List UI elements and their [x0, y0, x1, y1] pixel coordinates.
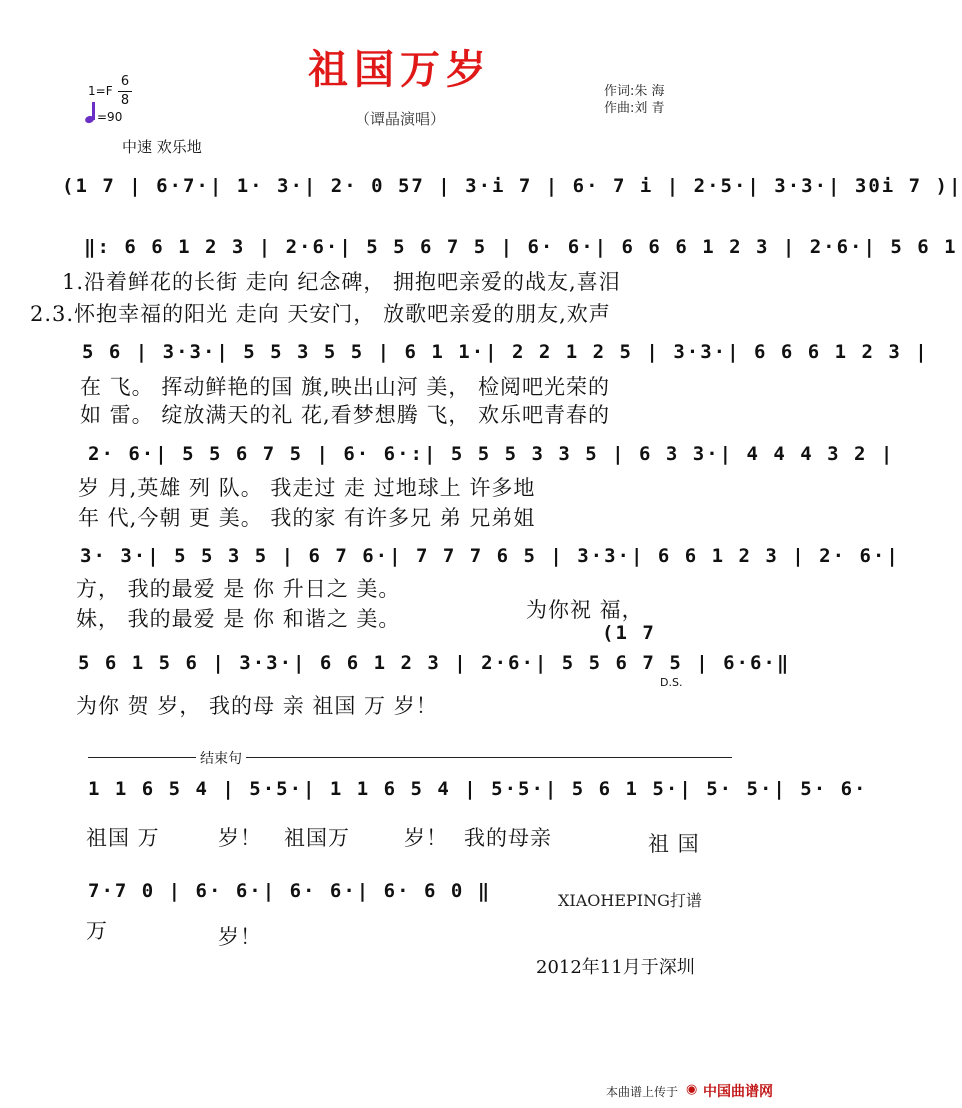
lyric-bridge: 为你祝 福， — [526, 598, 644, 622]
composer-credit: 作曲:刘 青 — [604, 101, 665, 116]
score-line-1: (1 7 | 6·7·| 1· 3·| 2· 0 57 | 3·i 7 | 6· 7 i | 2·5·| 3·3·| 30i 7 )| — [62, 175, 962, 197]
footer-site-name[interactable]: 中国曲谱网 — [703, 1084, 773, 1100]
footer-upload-note: 本曲谱上传于 — [606, 1085, 679, 1099]
score-line-2: ‖: 6 6 1 2 3 | 2·6·| 5 5 6 7 5 | 6· 6·| 6 6 6 1 2 3 | 2·6·| 5 6 1 — [84, 236, 958, 258]
lyric-ending-8: 岁！ — [218, 925, 262, 949]
lyricist-credit: 作词:朱 海 — [604, 84, 665, 99]
dal-segno-mark: D.S. — [660, 676, 683, 689]
site-logo-icon: ◉ — [686, 1082, 698, 1097]
performer-subtitle: （谭晶演唱） — [354, 110, 445, 128]
lyric-ending-1: 祖国 万 — [86, 826, 160, 850]
time-signature-top: 6 — [120, 74, 130, 89]
lyric-verse1-line4: 方， 我的最爱 是 你 升日之 美。 — [76, 577, 401, 601]
score-line-3: 5 6 | 3·3·| 5 5 3 5 5 | 6 1 1·| 2 2 1 2 5 | 3·3·| 6 6 6 1 2 3 | — [82, 341, 929, 363]
lyric-ending-3: 祖国万 — [284, 826, 350, 850]
score-line-7: 1 1 6 5 4 | 5·5·| 1 1 6 5 4 | 5·5·| 5 6 1 5·| 5· 5·| 5· 6· — [88, 778, 868, 800]
lyric-line-6: 为你 贺 岁， 我的母 亲 祖国 万 岁！ — [76, 694, 438, 718]
time-signature-bottom: 8 — [120, 93, 130, 108]
key-signature: 1=F — [88, 84, 113, 98]
transcriber-credit: XIAOHEPING打谱 — [558, 891, 702, 910]
lyric-verse1-line1: 1.沿着鲜花的长街 走向 纪念碑， 拥抱吧亲爱的战友,喜泪 — [62, 270, 621, 294]
lyric-verse1-line3: 岁 月,英雄 列 队。 我走过 走 过地球上 许多地 — [78, 476, 536, 500]
lyric-verse2-line2: 如 雷。 绽放满天的礼 花,看梦想腾 飞， 欢乐吧青春的 — [80, 403, 611, 427]
lyric-ending-2: 岁！ — [218, 826, 262, 850]
lyric-ending-5: 我的母亲 — [464, 826, 552, 850]
song-title: 祖国万岁 — [308, 47, 492, 93]
score-line-8: 7·7 0 | 6· 6·| 6· 6·| 6· 6 0 ‖ — [88, 880, 492, 902]
ending-divider — [88, 757, 732, 758]
lyric-ending-4: 岁！ — [404, 826, 448, 850]
lyric-ending-7: 万 — [86, 919, 108, 943]
transcription-date: 2012年11月于深圳 — [536, 957, 695, 978]
lyric-verse2-line3: 年 代,今朝 更 美。 我的家 有许多兄 弟 兄弟姐 — [78, 506, 536, 530]
score-line-5: 3· 3·| 5 5 3 5 | 6 7 6·| 7 7 7 6 5 | 3·3·| 6 6 1 2 3 | 2· 6·| — [80, 545, 900, 567]
lyric-ending-6: 祖 国 — [648, 832, 700, 856]
score-line-4: 2· 6·| 5 5 6 7 5 | 6· 6·:| 5 5 5 3 3 5 | 6 3 3·| 4 4 4 3 2 | — [88, 443, 895, 465]
lyric-verse1-line2: 在 飞。 挥动鲜艳的国 旗,映出山河 美， 检阅吧光荣的 — [80, 375, 611, 399]
lyric-verse2-line4: 妹， 我的最爱 是 你 和谐之 美。 — [76, 607, 401, 631]
score-line-6: 5 6 1 5 6 | 3·3·| 6 6 1 2 3 | 2·6·| 5 5 6 7 5 | 6·6·‖ — [78, 652, 791, 674]
time-signature-line — [118, 91, 132, 92]
repeat-bracket: (1 7 — [602, 622, 656, 644]
tempo-marking: =90 — [97, 110, 123, 124]
tempo-text: 中速 欢乐地 — [122, 138, 202, 156]
ending-label: 结束句 — [196, 748, 246, 768]
lyric-verse2-line1: 2.3.怀抱幸福的阳光 走向 天安门， 放歌吧亲爱的朋友,欢声 — [30, 302, 611, 326]
